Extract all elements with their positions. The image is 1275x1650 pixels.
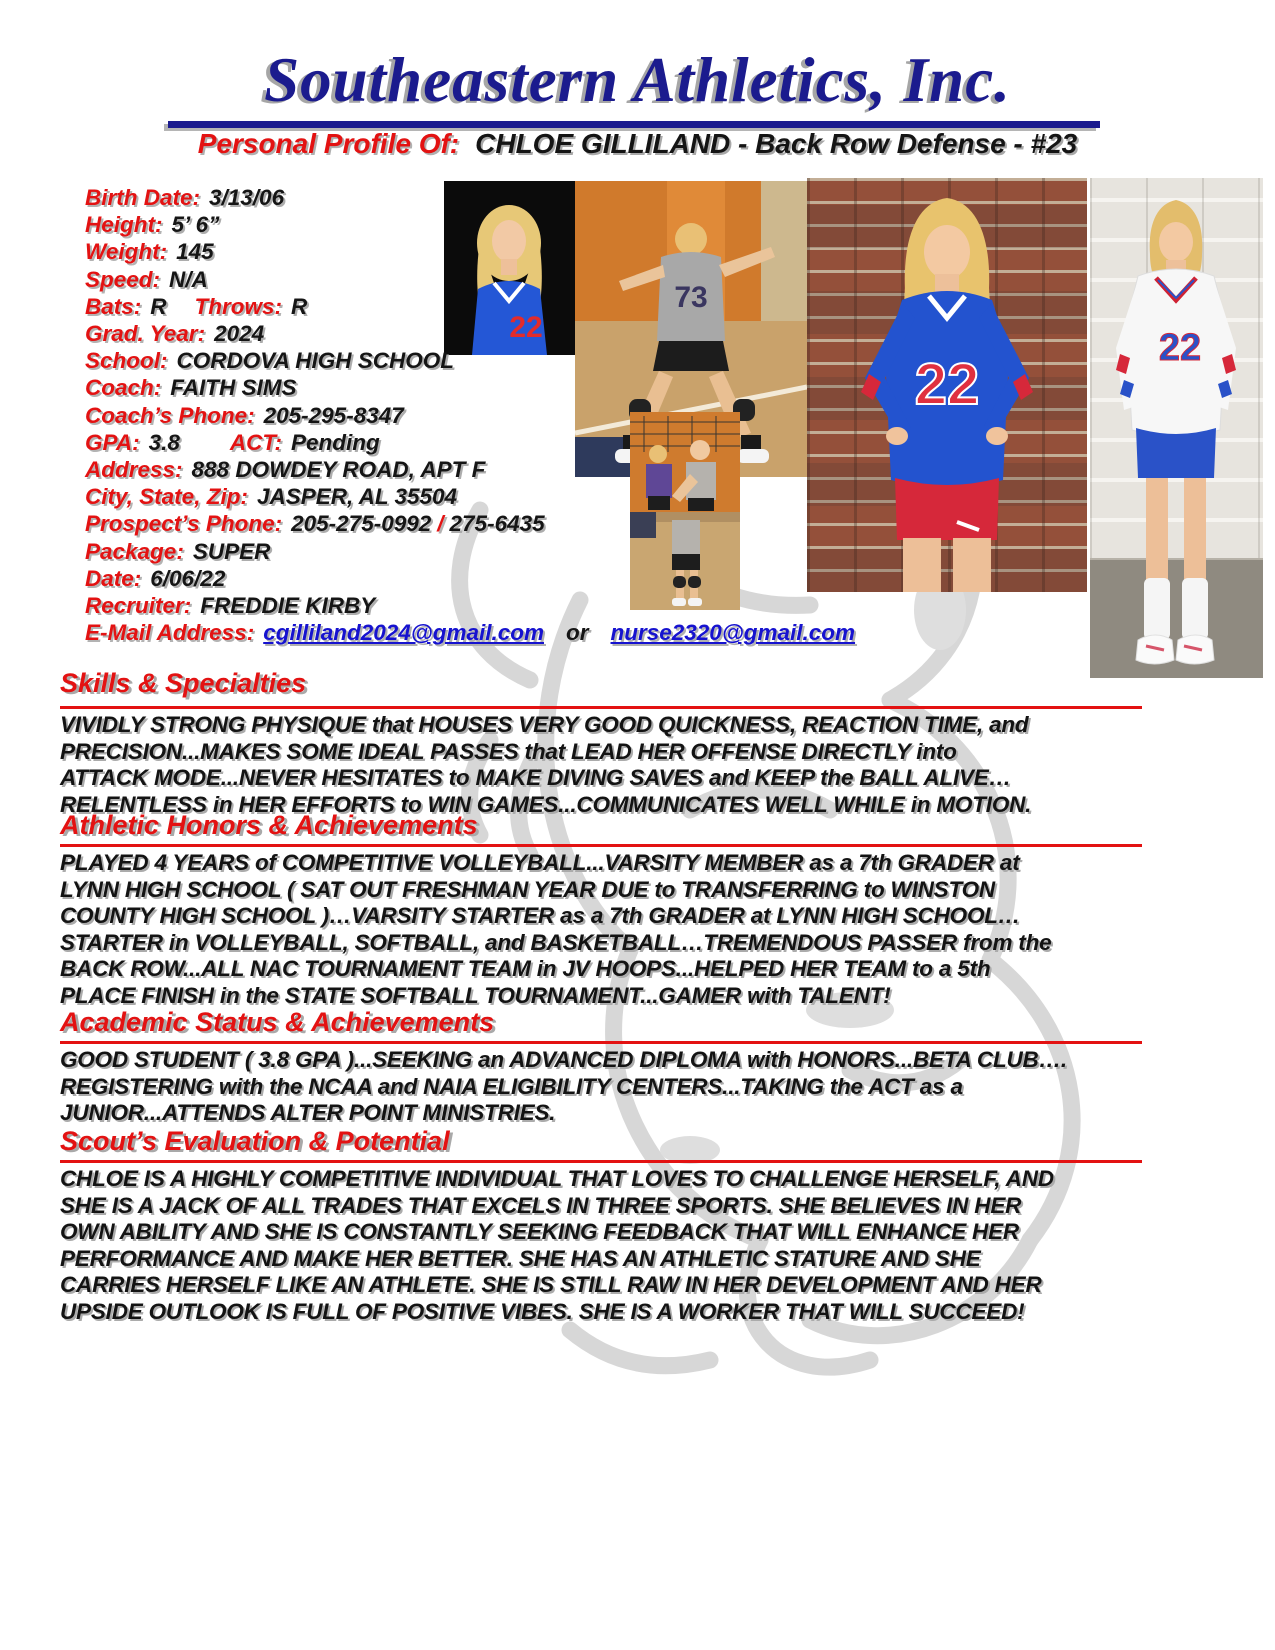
scout-line: OWN ABILITY AND SHE IS CONSTANTLY SEEKING FEEDBACK THAT WILL ENHANCE HER [60,1219,1019,1244]
info-row-birth-date: Birth Date: 3/13/06 [85,185,285,210]
academic-rule [60,1041,1142,1044]
phone-separator: / [437,511,444,537]
skills-rule [60,706,1142,709]
profile-of-label: Personal Profile Of: [197,128,460,159]
white-jersey-illustration [1090,178,1263,678]
info-row-date: Date: 6/06/22 [85,565,226,591]
info-row-package: Package: SUPER [85,538,271,564]
skills-line: ATTACK MODE...NEVER HESITATES to MAKE DIVING SAVES and KEEP the BALL ALIVE… [60,765,1011,790]
email-conjunction: or [566,620,589,646]
email-link-primary[interactable]: cgilliland2024@gmail.com [263,620,544,646]
info-row-address: Address: 888 DOWDEY ROAD, APT F [85,457,486,483]
photo-white-jersey-standing [1090,178,1263,678]
org-title-underline [168,121,1100,128]
info-row-email: E-Mail Address: cgilliland2024@gmail.com or nurse2320@gmail.com [85,620,856,646]
info-row-recruiter: Recruiter: FREDDIE KIRBY [85,593,376,619]
info-row-grad-year: Grad. Year: 2024 [85,321,265,347]
info-row-city-state-zip: City, State, Zip: JASPER, AL 35504 [85,484,458,510]
info-row-bats-throws: Bats: R Throws: R [85,293,308,319]
info-row-coach: Coach: FAITH SIMS [85,375,297,401]
info-row-weight: Weight: 145 [85,239,214,265]
skills-line: VIVIDLY STRONG PHYSIQUE that HOUSES VERY GOOD QUICKNESS, REACTION TIME, and [60,712,1029,737]
skills-line: RELENTLESS in HER EFFORTS to WIN GAMES...COMMUNICATES WELL WHILE in MOTION. [60,791,1032,817]
scout-line: CARRIES HERSELF LIKE AN ATHLETE. SHE IS STILL RAW IN HER DEVELOPMENT AND HER [60,1272,1042,1297]
athletic-line: COUNTY HIGH SCHOOL )…VARSITY STARTER as a 7th GRADER at LYNN HIGH SCHOOL… [60,903,1021,928]
athletic-line: BACK ROW...ALL NAC TOURNAMENT TEAM in JV HOOPS...HELPED HER TEAM to a 5th [60,956,991,981]
scout-line: SHE IS A JACK OF ALL TRADES THAT EXCELS IN THREE SPORTS. SHE BELIEVES IN HER [60,1192,1022,1218]
org-title: Southeastern Athletics, Inc. [264,45,1011,115]
skills-line: PRECISION...MAKES SOME IDEAL PASSES that LEAD HER OFFENSE DIRECTLY into [60,738,957,764]
player-name-title: CHLOE GILLILAND - Back Row Defense - #23 [475,128,1078,159]
info-row-school: School: CORDOVA HIGH SCHOOL [85,348,455,374]
skills-heading: Skills & Specialties [60,668,307,698]
info-row-height: Height: 5’ 6” [85,212,220,238]
white-jersey-number: 22 [1158,327,1202,369]
academic-line: JUNIOR...ATTENDS ALTER POINT MINISTRIES. [60,1100,556,1125]
scout-heading: Scout’s Evaluation & Potential [60,1126,450,1156]
brick-jersey-number: 22 [914,352,980,417]
scout-line: CHLOE IS A HIGHLY COMPETITIVE INDIVIDUAL THAT LOVES TO CHALLENGE HERSELF, AND [60,1166,1054,1191]
player-info-list [85,184,855,646]
athletic-rule [60,844,1142,847]
academic-line: GOOD STUDENT ( 3.8 GPA )...SEEKING an ADVANCED DIPLOMA with HONORS...BETA CLUB…. [60,1047,1067,1072]
info-row-coach-phone: Coach’s Phone: 205-295-8347 [85,402,404,428]
athletic-line: PLAYED 4 YEARS of COMPETITIVE VOLLEYBALL...VARSITY MEMBER as a 7th GRADER at [60,850,1020,875]
athletic-line: LYNN HIGH SCHOOL ( SAT OUT FRESHMAN YEAR DUE to TRANSFERRING to WINSTON [60,876,995,902]
scout-line: UPSIDE OUTLOOK IS FULL OF POSITIVE VIBES. SHE IS A WORKER THAT WILL SUCCEED! [60,1298,1025,1324]
info-row-gpa-act: GPA: 3.8 ACT: Pending [85,429,380,455]
info-row-prospect-phone: Prospect’s Phone: 205-275-0992 / 275-6435 [85,511,545,537]
action-jersey-number: 73 [674,281,708,314]
scout-rule [60,1160,1142,1163]
athletic-line: STARTER in VOLLEYBALL, SOFTBALL, and BASKETBALL…TREMENDOUS PASSER from the [60,929,1052,955]
scout-line: PERFORMANCE AND MAKE HER BETTER. SHE HAS AN ATHLETIC STATURE AND SHE [60,1245,981,1271]
athletic-heading: Athletic Honors & Achievements [60,810,478,840]
headshot-jersey-number: 22 [509,311,543,344]
athletic-line: PLACE FINISH in the STATE SOFTBALL TOURNAMENT...GAMER with TALENT! [60,982,891,1008]
academic-line: REGISTERING with the NCAA and NAIA ELIGIBILITY CENTERS...TAKING the ACT as a [60,1073,963,1099]
academic-heading: Academic Status & Achievements [60,1007,495,1037]
info-row-speed: Speed: N/A [85,266,208,292]
email-link-secondary[interactable]: nurse2320@gmail.com [610,620,856,646]
profile-subtitle [0,128,1275,160]
